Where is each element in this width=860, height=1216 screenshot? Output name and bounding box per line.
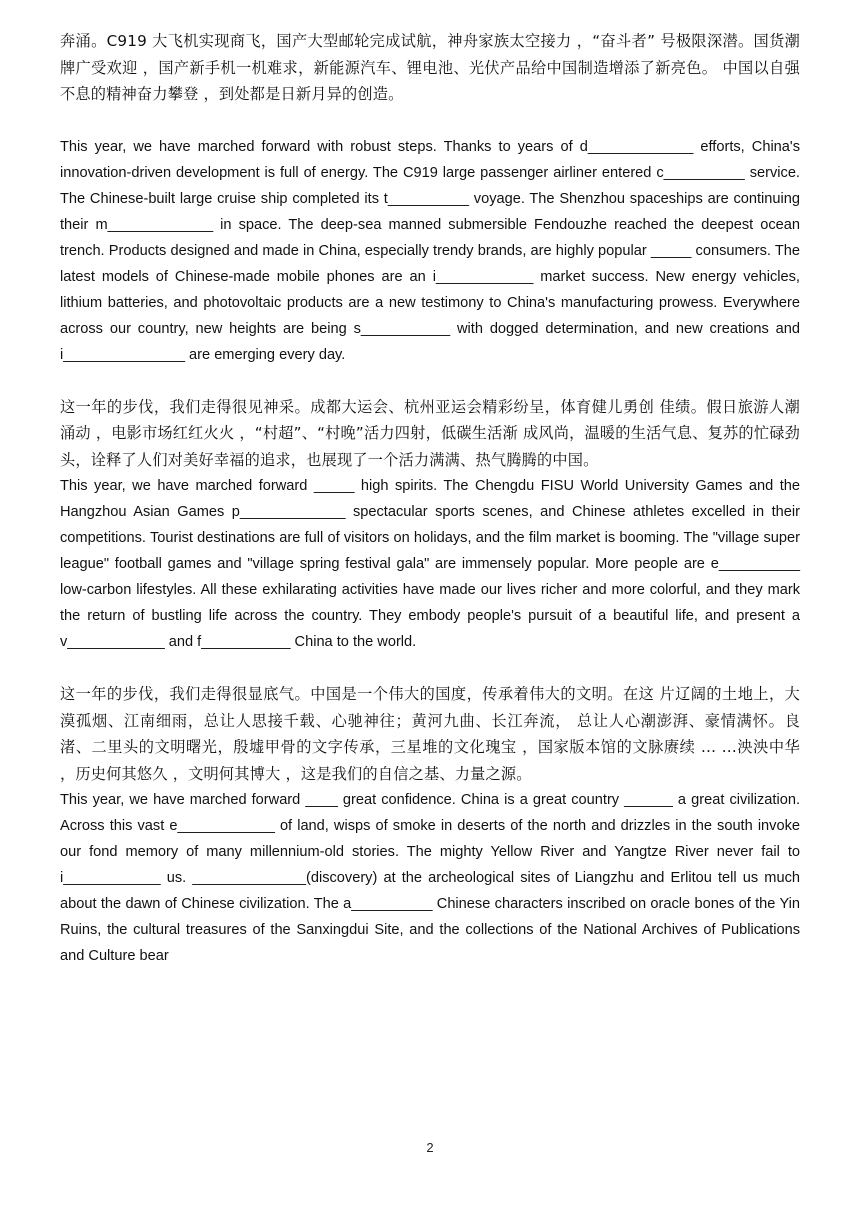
page-number: 2 [426,1140,434,1155]
paragraph-gap [60,655,800,681]
paragraph-gap [60,108,800,134]
paragraph-zh-vitality: 这一年的步伐，我们走得很见神采。成都大运会、杭州亚运会精彩纷呈，体育健儿勇创 佳绩。假日旅游人潮涌动 ，电影市场红红火火 ，“村超”、“村晚”活力四射，低碳生活渐 成风尚，温暖的生活气息、复苏的忙碌劲头，诠释了人们对美好幸福的追求，也展现了一个活力满满、热气腾腾的中国。 [60,397,800,469]
paragraph-en-innovation: This year, we have marched forward with robust steps. Thanks to years of d_____________ efforts, China's innovation-driven development is full of energy. The C919 large passenger airliner entered c__________ service. The Chinese-built large cruise ship completed its t__________ voyage. The Shenzhou spaceships are continuing their m_____________ in space. The deep-sea manned submersible Fendouzhe reached the deepest ocean trench. Products designed and made in China, especially trendy brands, are highly popular _____ consumers. The latest models of Chinese-made mobile phones are an i____________ market success. New energy vehicles, lithium batteries, and photovoltaic products are a new testimony to China's manufacturing prowess. Everywhere across our country, new heights are being s___________ with dogged determination, and new creations and i_______________ are emerging every day. [60,138,800,363]
paragraph-en-confidence: This year, we have marched forward ____ great confidence. China is a great country ______ a great civilization. Across this vast e____________ of land, wisps of smoke in deserts of the north and drizzles in the south invoke our fond memory of many millennium-old stories. The mighty Yellow River and Yangtze River never fail to i____________ us. ______________(discovery) at the archeological sites of Liangzhu and Erlitou tell us much about the dawn of Chinese civilization. The a__________ Chinese characters inscribed on oracle bones of the Yin Ruins, the cultural treasures of the Sanxingdui Site, and the collections of the National Archives of Publications and Culture bear [60,792,800,964]
paragraph-zh-confidence: 这一年的步伐，我们走得很显底气。中国是一个伟大的国度，传承着伟大的文明。在这 片辽阔的土地上，大漠孤烟、江南细雨，总让人思接千载、心驰神往；黄河九曲、长江奔流， 总让人心潮澎湃、豪情满怀。良渚、二里头的文明曙光，殷墟甲骨的文字传承，三星堆的文化瑰宝 ，国家版本馆的文脉赓续 … …泱泱中华 ，历史何其悠久 ，文明何其博大 ，这是我们的自信之基、力量之源。 [60,685,800,783]
paragraph-gap [60,368,800,394]
paragraph-en-vitality: This year, we have marched forward _____ high spirits. The Chengdu FISU World University Games and the Hangzhou Asian Games p_____________ spectacular sports scenes, and Chinese athletes excelled in their competitions. Tourist destinations are full of visitors on holidays, and the film market is booming. The "village super league" football games and "village spring festival gala" are immensely popular. More people are e__________ low-carbon lifestyles. All these exhilarating activities have made our lives richer and more colorful, and they mark the return of bustling life across the country. They embody people's pursuit of a beautiful life, and present a v____________ and f___________ China to the world. [60,478,800,650]
paragraph-zh-innovation: 奔涌。C919 大飞机实现商飞，国产大型邮轮完成试航，神舟家族太空接力 ，“奋斗者” 号极限深潜。国货潮牌广受欢迎 ，国产新手机一机难求，新能源汽车、锂电池、光伏产品给中国制造增添了新亮色。 中国以自强不息的精神奋力攀登 ，到处都是日新月异的创造。 [60,32,800,103]
